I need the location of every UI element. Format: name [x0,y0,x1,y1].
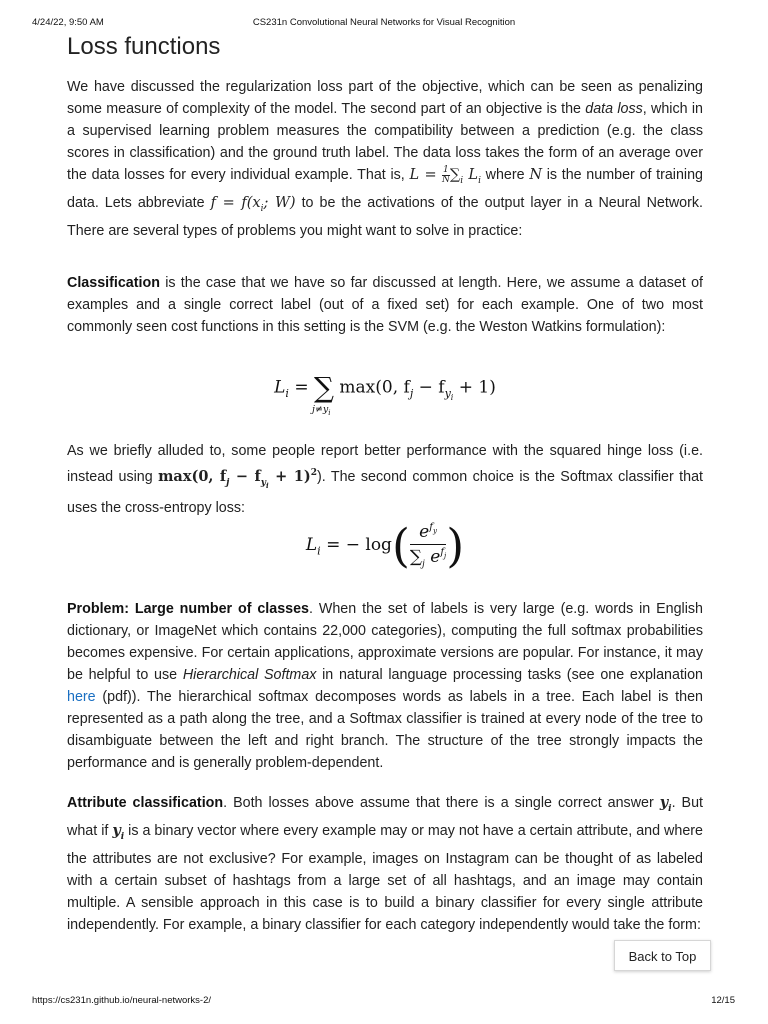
equation-svm-loss: $L_i$ = ∑ $j\ne y_i$ max(0, $f_j - f_{y_i} + 1$) [274,371,496,417]
print-page-number: 12/15 [711,995,735,1006]
paragraph-large-number-of-classes: Problem: Large number of classes. When the set of labels is very large (e.g. words in English dictionary, or ImageNet which contains 22,000 categories), computing the full softmax probabilities becomes expensive. For certain applications, approximate versions are popular. For instance, it may be helpful to use Hierarchical Softmax in natural language processing tasks (see one explanation here (pdf)). The hierarchical softmax decomposes words as labels in a tree. Each label is then represented as a path along the tree, and a Softmax classifier is trained at every node of the tree to disambiguate between the left and right branch. The structure of the tree strongly impacts the performance and is generally problem-dependent. [67,601,704,771]
paragraph-attribute-classification: Attribute classification. Both losses above assume that there is a single correct answer $y_i$. But what if $y_i$ is a binary vector where every example may or may not have a certain attribute, and where the attributes are not exclusive? For example, images on Instagram can be thought of as labeled with a certain subset of hashtags from a large set of all hashtags, and an image may contain multiple. A sensible approach in this case is to build a binary classifier for every single attribute independently. For example, a binary classifier for each category independently would take the form: [67,794,704,933]
paragraph-squared-hinge: As we briefly alluded to, some people report better performance with the squared hinge loss (i.e. instead using max(0, $f_j - f_{y_i} + 1)^2$). The second common choice is the Softmax classifier that uses the cross-entropy loss: [67,443,703,516]
print-url: https://cs231n.github.io/neural-networks-2/ [32,995,212,1006]
math-data-loss-formula: L = $\frac{1}{N}$ $\sum_i$ $L_i$ [409,164,481,186]
paragraph-classification: Classification is the case that we have so far discussed at length. Here, we assume a dataset of examples and a single correct label (out of a fixed set) for each example. One of two most commonly seen cost functions in this setting is the SVM (e.g. the Weston Watkins formulation): [67,275,703,335]
math-f-definition: $f = f(x_i$; W) [210,194,296,214]
section-heading: Loss functions [67,33,221,60]
back-to-top-button[interactable]: Back to Top [614,940,711,971]
here-link[interactable]: here [67,689,96,705]
math-squared-hinge: max(0, $f_j - f_{y_i} + 1)^2$ [158,467,317,490]
print-datetime: 4/24/22, 9:50 AM [32,17,104,28]
equation-softmax-loss: $L_i$ = − log( $\frac{e^{f_y}}{\sum_j e^{f_j}}$ ) [305,518,465,573]
paragraph-data-loss: We have discussed the regularization loss part of the objective, which can be seen as penalizing some measure of complexity of the model. The second part of an objective is the data loss, which in a supervised learning problem measures the compatibility between a prediction (e.g. the class scores in classification) and the ground truth label. The data loss takes the form of an average over the data losses for every individual example. That is, L = $\frac{1}{N}$ $\sum_i$ $L_i$ where N is the number of training data. Lets abbreviate $f = f(x_i$; W) to be the activations of the output layer in a Neural Network. There are several types of problems you might want to solve in practice: [67,79,704,239]
print-doc-title: CS231n Convolutional Neural Networks for Visual Recognition [252,17,516,28]
